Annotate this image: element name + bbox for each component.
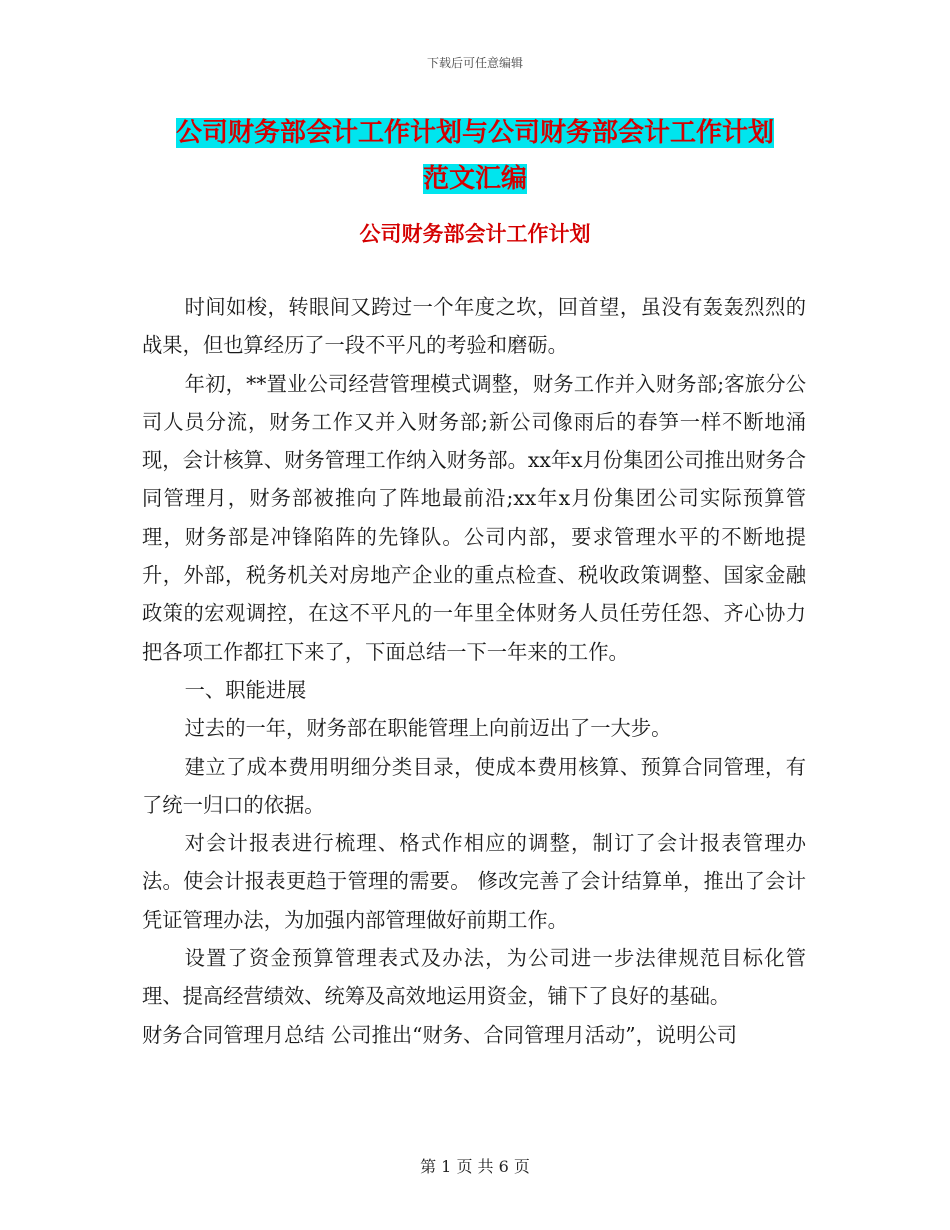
page-footer: 第 1 页 共 6 页 — [420, 1157, 530, 1176]
section-title: 公司财务部会计工作计划 — [359, 222, 591, 246]
paragraph: 时间如梭，转眼间又跨过一个年度之坎，回首望，虽没有轰轰烈烈的战果，但也算经历了一段不平凡的考验和磨砺。 — [142, 295, 806, 358]
paragraph: 过去的一年，财务部在职能管理上向前迈出了一大步。 — [184, 716, 672, 741]
title-line-1: 公司财务部会计工作计划与公司财务部会计工作计划 — [175, 118, 774, 148]
body-text — [142, 288, 806, 1054]
document-title — [140, 110, 810, 202]
paragraph: 建立了成本费用明细分类目录，使成本费用核算、预算合同管理，有了统一归口的依据。 — [142, 754, 806, 817]
paragraph: 设置了资金预算管理表式及办法，为公司进一步法律规范目标化管理、提高经营绩效、统筹及高效地运用资金，铺下了良好的基础。 — [142, 946, 806, 1009]
paragraph: 财务合同管理月总结 公司推出“财务、合同管理月活动”，说明公司 — [142, 1022, 738, 1047]
subheading: 一、职能进展 — [184, 677, 307, 702]
title-line-2: 范文汇编 — [422, 164, 527, 194]
paragraph: 对会计报表进行梳理、格式作相应的调整，制订了会计报表管理办法。使会计报表更趋于管理的需要。 修改完善了会计结算单，推出了会计凭证管理办法，为加强内部管理做好前期工作。 — [142, 831, 806, 932]
header-note: 下载后可任意编辑 — [426, 56, 523, 70]
paragraph: 年初，**置业公司经营管理模式调整，财务工作并入财务部;客旅分公司人员分流，财务工作又并入财务部;新公司像雨后的春笋一样不断地涌现，会计核算、财务管理工作纳入财务部。xx年x月份集团公司推出财务合同管理月，财务部被推向了阵地最前沿;xx年x月份集团公司实际预算管理，财务部是冲锋陷阵的先锋队。公司内部，要求管理水平的不断地提升，外部，税务机关对房地产企业的重点检查、税收政策调整、国家金融政策的宏观调控，在这不平凡的一年里全体财务人员任劳任怨、齐心协力把各项工作都扛下来了，下面总结一下一年来的工作。 — [142, 371, 806, 664]
